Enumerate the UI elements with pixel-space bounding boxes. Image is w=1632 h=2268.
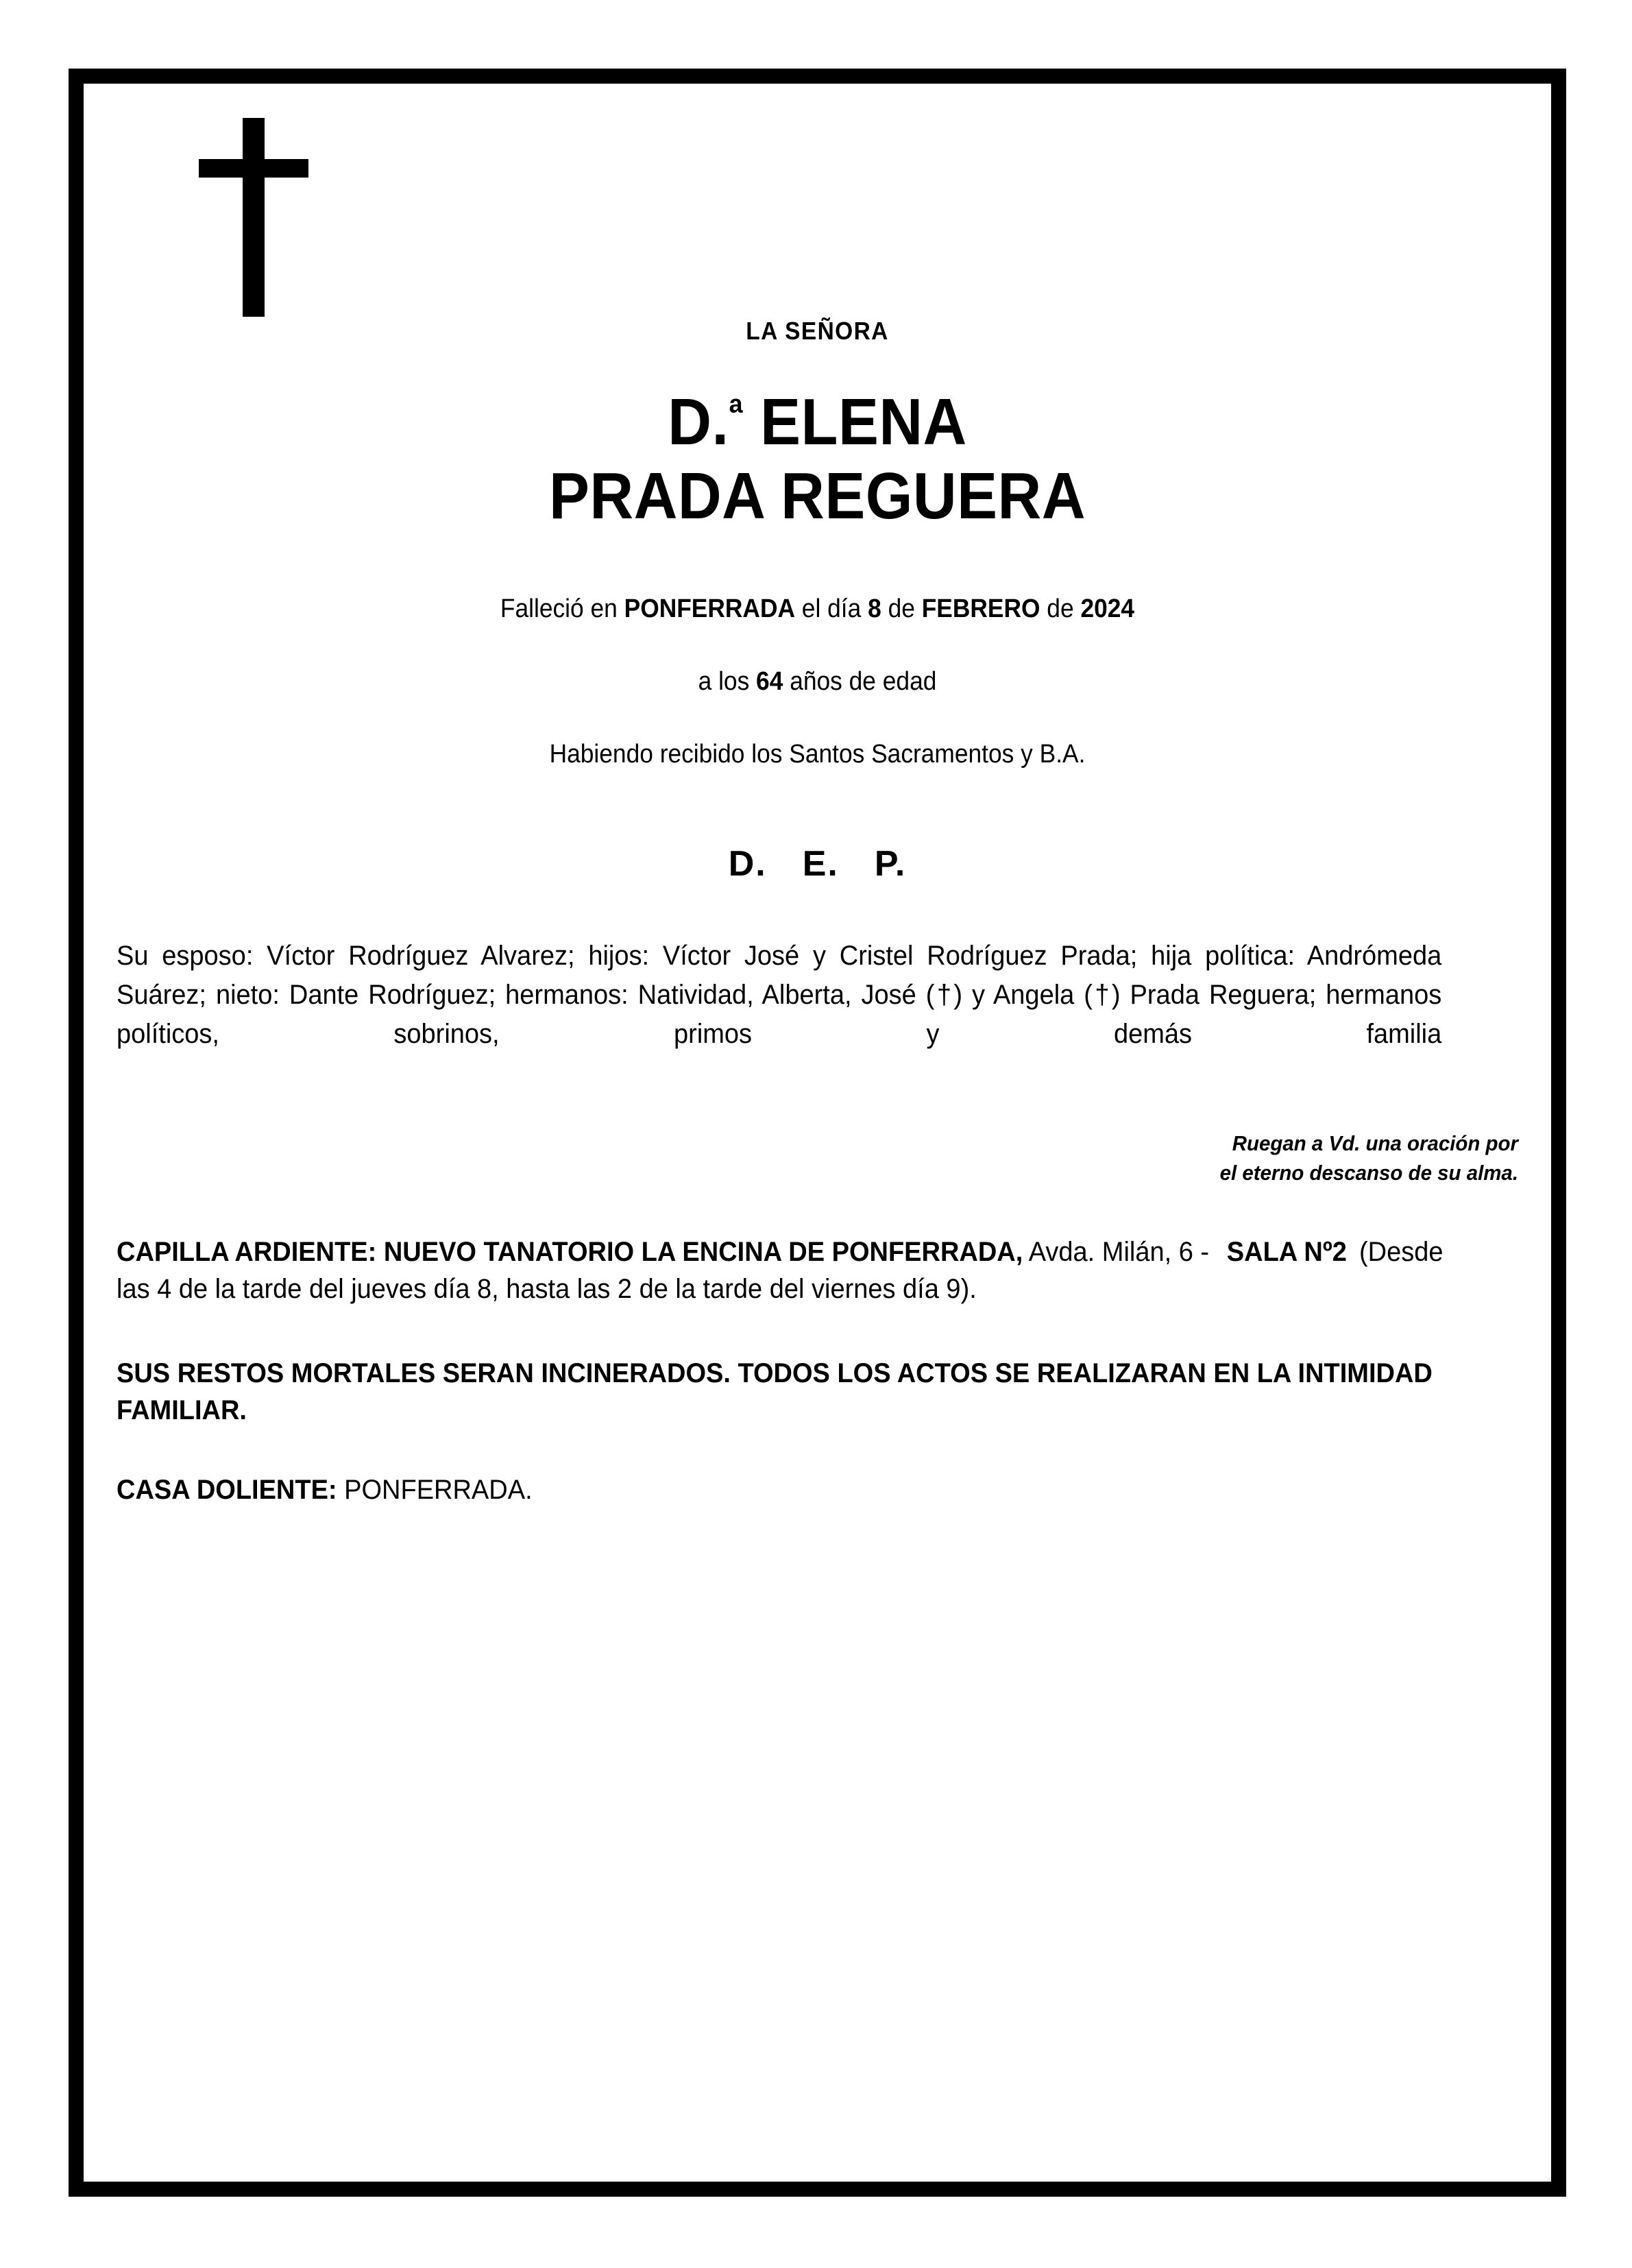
notice-content	[84, 84, 1551, 2182]
deceased-name-line2: PRADA REGUERA	[549, 459, 1086, 533]
mourning-house-section	[117, 1471, 1448, 1508]
chapel-address: Avda. Milán, 6 -	[1028, 1236, 1217, 1267]
age-suffix-text: años de edad	[783, 667, 937, 697]
death-year: 2024	[1080, 594, 1135, 624]
dep-line	[117, 843, 1518, 884]
honorific-label: LA SEÑORA	[746, 317, 889, 345]
chapel-room: SALA Nº2	[1226, 1236, 1347, 1267]
prayer-line-2: el eterno descanso de su alma.	[1219, 1160, 1518, 1185]
cremation-notice	[117, 1355, 1448, 1429]
deceased-name-line1	[173, 385, 1462, 459]
dep-d: D.	[728, 844, 767, 884]
chapel-section	[117, 1233, 1448, 1308]
age-prefix-text: a los	[698, 667, 757, 697]
death-month: FEBRERO	[921, 594, 1040, 624]
age-value: 64	[756, 667, 783, 697]
name-ordinal-sup: ª	[729, 390, 744, 437]
prayer-line-1: Ruegan a Vd. una oración por	[1232, 1131, 1518, 1156]
mourning-house-label: CASA DOLIENTE:	[117, 1475, 337, 1506]
age-line	[166, 667, 1470, 697]
cross-vertical-bar	[243, 118, 265, 317]
cremation-text: SUS RESTOS MORTALES SERAN INCINERADOS. TODOS LOS ACTOS SE REALIZARAN EN LA INTIMIDAD FAMILIAR.	[117, 1358, 1433, 1425]
black-border-frame	[69, 69, 1566, 2197]
cross-horizontal-bar	[199, 159, 308, 178]
death-mid-1: el día	[794, 594, 868, 624]
name-first: ELENA	[743, 385, 967, 459]
chapel-label: CAPILLA ARDIENTE	[117, 1236, 368, 1267]
chapel-venue: NUEVO TANATORIO LA ENCINA DE PONFERRADA,	[383, 1236, 1023, 1267]
deceased-name	[173, 385, 1462, 533]
notice-header	[117, 111, 1518, 533]
death-day: 8	[868, 594, 881, 624]
prayer-request	[186, 1129, 1518, 1188]
chapel-colon: :	[367, 1236, 384, 1267]
dep-p: P.	[874, 844, 907, 884]
death-lead-text: Falleció en	[500, 594, 624, 624]
dep-e: E.	[802, 844, 839, 884]
name-prefix: D.	[668, 385, 729, 459]
death-place: PONFERRADA	[624, 594, 795, 624]
surviving-family-paragraph: Su esposo: Víctor Rodríguez Alvarez; hijos: Víctor José y Cristel Rodríguez Prada; hija política: Andrómeda Suárez; nieto: Dante Rodríguez; hermanos: Natividad, Alberta, José (†) y Angela (†) Prada Reguera; hermanos políticos, sobrinos, primos y demás familia	[117, 941, 1442, 1049]
death-mid-3: de	[1040, 594, 1081, 624]
latin-cross-icon	[193, 118, 324, 317]
mourning-house-value: PONFERRADA.	[337, 1475, 533, 1506]
chapel-hours: (Desde las 4 de la tarde del jueves día 8, hasta las 2 de la tarde del viernes día 9).	[117, 1236, 1444, 1305]
death-place-date-line	[166, 594, 1470, 624]
death-mid-2: de	[881, 594, 922, 624]
sacraments-line: Habiendo recibido los Santos Sacramentos y B.A.	[549, 740, 1086, 769]
